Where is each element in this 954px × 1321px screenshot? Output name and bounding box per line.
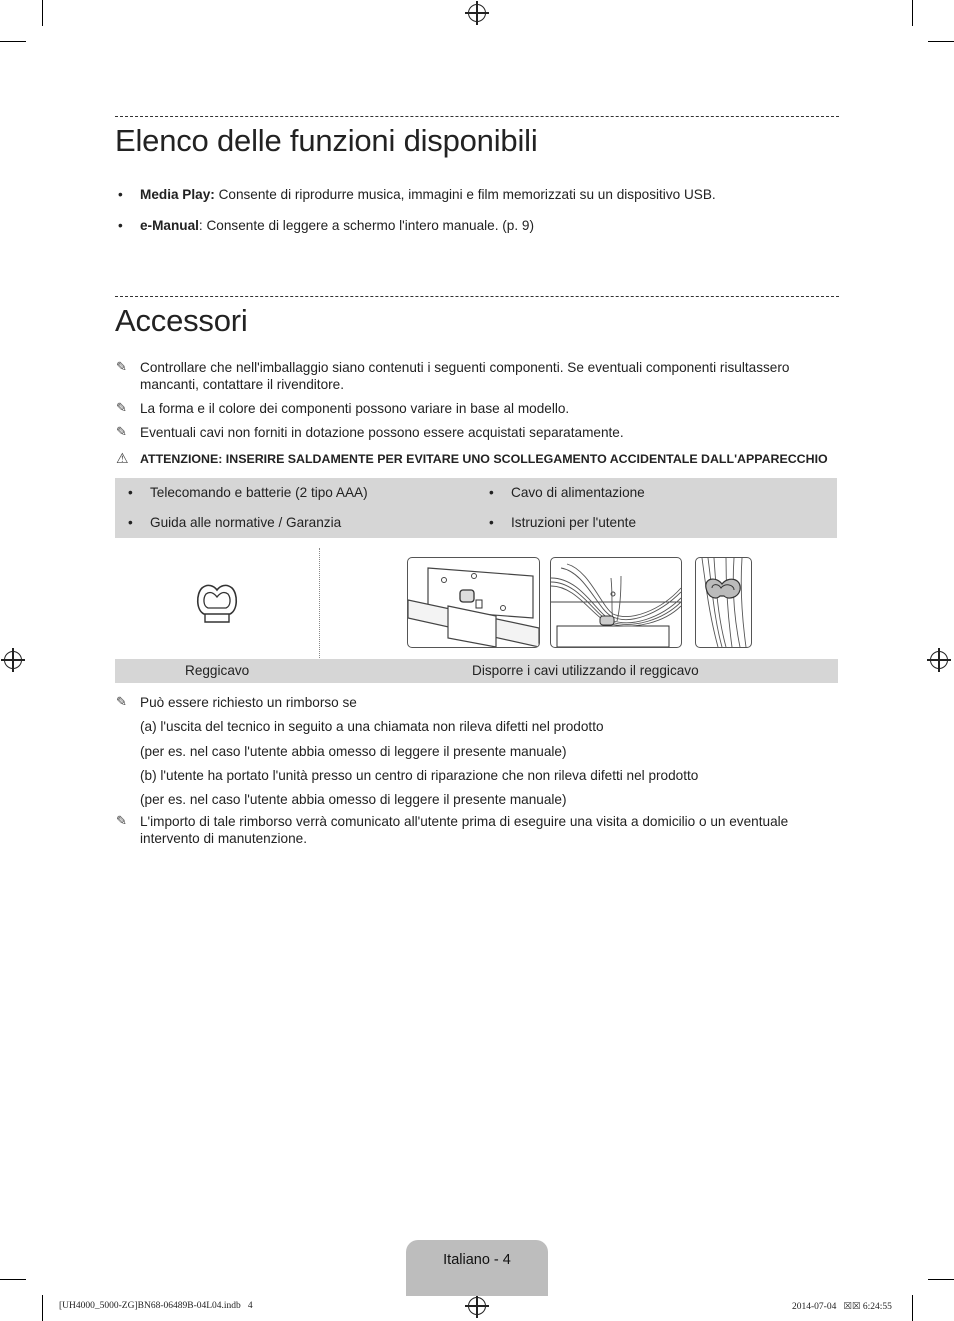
caption-left: Reggicavo [185,663,250,678]
note-text: La forma e il colore dei componenti possono variare in base al modello. [140,401,570,416]
registration-mark-icon [468,1297,486,1315]
page-number-label: Italiano - 4 [443,1252,511,1268]
warning-triangle-icon: ⚠ [116,450,129,466]
feature-term: e-Manual [140,218,199,233]
final-note: L'importo di tale rimborso verrà comunicato all'utente prima di eseguire una visita a domicilio o un eventuale intervento di manutenzione. [140,814,789,846]
accessory-item: • Guida alle normative / Garanzia [150,514,341,531]
section-title-features: Elenco delle funzioni disponibili [115,123,538,158]
crop-mark [0,41,26,42]
crop-mark [928,41,954,42]
pencil-note-icon: ✎ [116,359,127,374]
pencil-note-icon: ✎ [116,813,127,828]
crop-mark [928,1279,954,1280]
refund-line: (a) l'uscita del tecnico in seguito a una chiamata non rileva difetti nel prodotto [140,719,604,734]
cable-holder-illustration [194,580,242,626]
accessory-item: • Cavo di alimentazione [511,484,645,501]
section-title-accessories: Accessori [115,303,248,338]
registration-mark-icon [4,651,22,669]
crop-mark [42,1295,43,1321]
feature-term: Media Play: [140,187,215,202]
registration-mark-icon [930,651,948,669]
crop-mark [42,0,43,26]
crop-mark [912,0,913,26]
registration-mark-icon [468,4,486,22]
refund-line: (b) l'utente ha portato l'unità presso un centro di riparazione che non rileva difetti nel prodotto [140,768,699,783]
warning-text: ATTENZIONE: INSERIRE SALDAMENTE PER EVITARE UNO SCOLLEGAMENTO ACCIDENTALE DALL'APPARECCHIO [140,452,828,466]
crop-mark [912,1295,913,1321]
feature-text: : Consente di leggere a schermo l'intero manuale. (p. 9) [198,218,534,233]
feature-item-e-manual [140,217,534,234]
caption-right: Disporre i cavi utilizzando il reggicavo [472,663,699,678]
refund-note: Può essere richiesto un rimborso se [140,695,357,710]
feature-item-media-play [140,186,716,203]
feature-text: Consente di riprodurre musica, immagini e film memorizzati su un dispositivo USB. [214,187,716,202]
cables-bundled-illustration [550,557,682,648]
crop-mark [0,1279,26,1280]
footer-file-name: [UH4000_5000-ZG]BN68-06489B-04L04.indb 4 [59,1301,253,1311]
pencil-note-icon: ✎ [116,400,127,415]
section-divider [115,296,839,297]
accessory-item: • Telecomando e batterie (2 tipo AAA) [150,484,368,501]
column-divider [319,548,320,658]
tv-back-holder-illustration [407,557,540,648]
refund-line: (per es. nel caso l'utente abbia omesso di leggere il presente manuale) [140,744,567,759]
note-text: Eventuali cavi non forniti in dotazione possono essere acquistati separatamente. [140,425,624,440]
pencil-note-icon: ✎ [116,424,127,439]
footer-timestamp: 2014-07-04 ☒☒ 6:24:55 [792,1302,892,1312]
pencil-note-icon: ✎ [116,694,127,709]
holder-closeup-illustration [695,557,752,648]
note-text: Controllare che nell'imballaggio siano contenuti i seguenti componenti. Se eventuali componenti risultassero mancanti, contattare il rivenditore. [140,360,790,392]
page-label-box [406,1240,548,1296]
refund-line: (per es. nel caso l'utente abbia omesso di leggere il presente manuale) [140,792,567,807]
accessory-item: • Istruzioni per l'utente [511,514,636,531]
section-divider [115,116,839,117]
